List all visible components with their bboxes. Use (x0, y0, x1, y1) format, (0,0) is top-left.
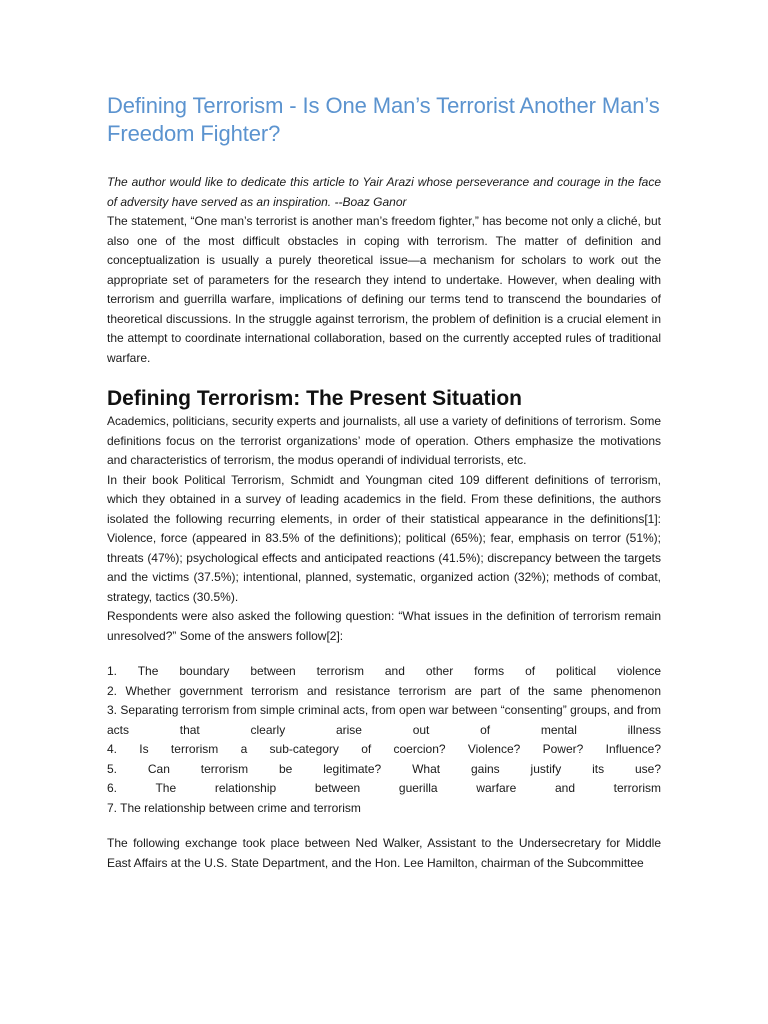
answer-item: 4. Is terrorism a sub-category of coercion? Violence? Power? Influence? (107, 742, 661, 756)
respondents-paragraph: Respondents were also asked the following question: “What issues in the definition of terrorism remain unresolved?” Some of the answers follow[2]: (107, 609, 661, 643)
exchange-paragraph: The following exchange took place between Ned Walker, Assistant to the Undersecretary for Middle East Affairs at the U.S. State Department, and the Hon. Lee Hamilton, chairman of the Subcommittee (107, 836, 661, 870)
answer-item: 5. Can terrorism be legitimate? What gains justify its use? (107, 761, 661, 776)
answer-item: 2. Whether government terrorism and resistance terrorism are part of the same phenomenon (107, 683, 661, 698)
answers-list (107, 662, 661, 818)
intro-paragraph: The statement, “One man’s terrorist is another man’s freedom fighter,” has become not only a cliché, but also one of the most difficult obstacles in coping with terrorism. The matter of definition and conceptualization is usually a purely theoretical issue—a mechanism for scholars to work out the appropriate set of parameters for the research they intend to undertake. However, when dealing with terrorism and guerrilla warfare, implications of defining our terms tend to transcend the boundaries of theoretical discussions. In the struggle against terrorism, the problem of definition is a crucial element in the attempt to coordinate international collaboration, based on the currently accepted rules of traditional warfare. (107, 214, 661, 365)
academics-paragraph: Academics, politicians, security experts and journalists, all use a variety of definitions of terrorism. Some definitions focus on the terrorist organizations’ mode of operation. Others emphasize the motivations and characteristics of terrorism, the modus operandi of individual terrorists, etc. (107, 414, 661, 467)
dedication: The author would like to dedicate this article to Yair Arazi whose perseverance and courage in the face of adversity have served as an inspiration. --Boaz Ganor (107, 175, 661, 209)
answer-item: 6. The relationship between guerilla warfare and terrorism (107, 781, 661, 795)
answer-item: 1. The boundary between terrorism and other forms of political violence (107, 664, 661, 678)
answer-item: 3. Separating terrorism from simple criminal acts, from open war between “consenting” groups, and from acts that clearly arise out of mental illness (107, 703, 661, 737)
article-title: Defining Terrorism - Is One Man’s Terrorist Another Man’s Freedom Fighter? (107, 93, 660, 146)
document-page (107, 92, 661, 873)
book-paragraph: In their book Political Terrorism, Schmidt and Youngman cited 109 different definitions of terrorism, which they obtained in a survey of leading academics in the field. From these definitions, the authors isolated the following recurring elements, in order of their statistical appearance in the definitions[1]: Violence, force (appeared in 83.5% of the definitions); political (65%); fear, emphasis on terror (51%); threats (47%); psychological effects and anticipated reactions (41.5%); discrepancy between the targets and the victims (37.5%); intentional, planned, systematic, organized action (32%); methods of combat, strategy, tactics (30.5%). (107, 472, 661, 604)
answer-item: 7. The relationship between crime and terrorism (107, 800, 361, 815)
section-heading: Defining Terrorism: The Present Situation (107, 387, 522, 410)
